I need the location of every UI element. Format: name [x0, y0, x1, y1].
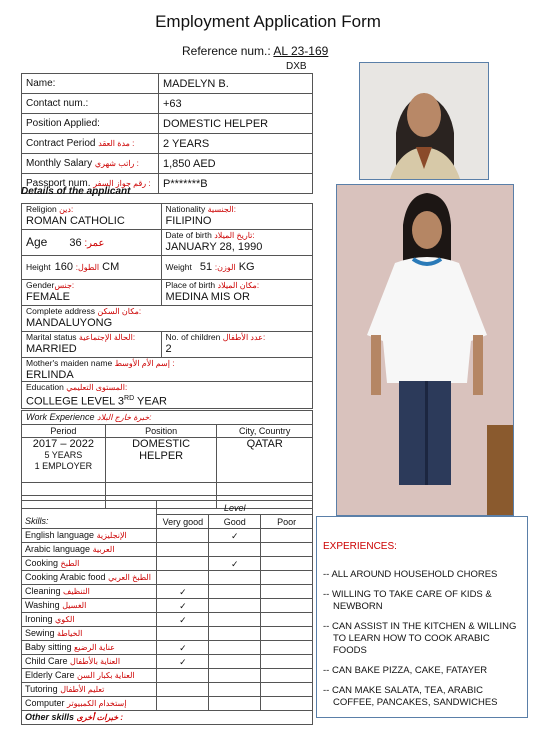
skill-empty-cell [261, 543, 313, 557]
skill-name-cell [22, 655, 157, 669]
work-employer: 1 EMPLOYER [34, 461, 93, 471]
work-position: DOMESTIC HELPER [105, 438, 217, 483]
skill-empty-cell [209, 655, 261, 669]
skill-empty-cell [261, 557, 313, 571]
work-period-cell [22, 438, 106, 483]
age-cell [22, 230, 162, 256]
weight-value: 51 KG [199, 261, 255, 273]
skill-empty-cell [209, 641, 261, 655]
skill-empty-cell [209, 683, 261, 697]
nationality-cell [161, 204, 312, 230]
skill-name: Washing [25, 600, 60, 610]
skill-name-ar: الغسيل [62, 601, 87, 610]
mother-ar: إسم الأم الأوسط : [114, 359, 175, 368]
skill-name: Cleaning [25, 586, 61, 596]
education-cell [22, 382, 313, 409]
page-title: Employment Application Form [155, 12, 381, 31]
skills-table [21, 500, 313, 725]
other-skills-label: Other skills [25, 712, 75, 722]
skill-name-ar: العربية [92, 545, 115, 554]
skill-name-ar: إستخدام الكمبيوتر [67, 699, 127, 708]
marital-ar: الحالة الإجتماعية: [78, 333, 136, 342]
skill-name-ar: العناية بكبار السن [77, 671, 135, 680]
skill-name: Baby sitting [25, 642, 72, 652]
work-experience-title-ar: خبرة خارج البلاد: [97, 413, 152, 422]
work-experience-table [21, 410, 313, 509]
skill-empty-cell [261, 697, 313, 711]
education-ar: المستوى التعليمي: [66, 383, 128, 392]
skill-name: Tutoring [25, 684, 58, 694]
gender-cell [22, 280, 162, 306]
children-ar: عدد الأطفال: [222, 333, 266, 342]
skill-name-cell [22, 571, 157, 585]
height-cell [22, 256, 162, 280]
pob-cell [161, 280, 312, 306]
marital-label: Marital status [26, 332, 77, 342]
skill-empty-cell [209, 613, 261, 627]
skill-name-ar: العناية بالأطفال [70, 657, 121, 666]
dob-cell [161, 230, 312, 256]
skill-name: Child Care [25, 656, 68, 666]
address-ar: مكان السكن: [97, 307, 142, 316]
skill-empty-cell [261, 613, 313, 627]
education-sup: RD [124, 395, 135, 402]
skill-row [22, 655, 313, 669]
height-ar: الطول: [75, 263, 100, 272]
skill-name-ar: تعليم الأطفال [60, 685, 105, 694]
education-tail: YEAR [134, 395, 167, 408]
skill-name: English language [25, 530, 95, 540]
basic-info-row [22, 154, 313, 174]
full-body-image [337, 185, 513, 515]
skill-row [22, 557, 313, 571]
mother-value: ERLINDA [26, 369, 74, 381]
age-ar: عمر: [84, 237, 105, 249]
skill-empty-cell [209, 669, 261, 683]
dob-ar: تاريخ الميلاد: [214, 231, 255, 240]
skill-empty-cell [261, 585, 313, 599]
skill-check-mark: ✓ [157, 655, 209, 669]
other-skills-ar: خبرات أخرى : [76, 713, 124, 722]
experience-item: -- ALL AROUND HOUSEHOLD CHORES [323, 569, 498, 580]
marital-value: MARRIED [26, 343, 77, 355]
basic-value: 1,850 AED [159, 154, 313, 174]
skill-name-cell [22, 529, 157, 543]
experience-item: -- CAN MAKE SALATA, TEA, ARABIC COFFEE, PANCAKES, SANDWICHES [323, 685, 498, 708]
experiences-title: EXPERIENCES: [323, 541, 397, 552]
experience-item: -- WILLING TO TAKE CARE OF KIDS & NEWBORN [323, 589, 492, 612]
religion-label: Religion [26, 204, 57, 214]
skill-name: Cooking Arabic food [25, 572, 106, 582]
details-section-title: Details of the applicant [21, 186, 131, 197]
reference-value: AL 23-169 [273, 44, 329, 58]
skill-name-ar: الإنجليزية [96, 531, 127, 540]
work-header-cell: City, Country [217, 425, 313, 438]
basic-label-ar: راتب شهري : [94, 158, 139, 168]
marital-cell [22, 332, 162, 358]
experience-item: -- CAN BAKE PIZZA, CAKE, FATAYER [323, 665, 488, 676]
skill-empty-cell [261, 529, 313, 543]
skill-empty-cell [261, 683, 313, 697]
skill-name-cell [22, 543, 157, 557]
skill-empty-cell [157, 529, 209, 543]
skill-empty-cell [261, 641, 313, 655]
skill-name-ar: الطبخ العربي [108, 573, 151, 582]
age-label: Age [26, 234, 48, 249]
skill-row [22, 641, 313, 655]
dob-label: Date of birth [165, 230, 212, 240]
basic-info-row [22, 74, 313, 94]
skill-row [22, 669, 313, 683]
address-value: MANDALUYONG [26, 317, 113, 329]
skill-row [22, 683, 313, 697]
basic-label-cell [22, 134, 159, 154]
basic-label: Monthly Salary [26, 157, 93, 169]
skill-empty-cell [261, 599, 313, 613]
skill-empty-cell [209, 543, 261, 557]
mother-cell [22, 358, 313, 382]
work-period: 2017 – 2022 [32, 438, 94, 450]
basic-value: P*******B [159, 174, 313, 194]
basic-value: MADELYN B. [159, 74, 313, 94]
skill-empty-cell [261, 669, 313, 683]
skill-row [22, 529, 313, 543]
skill-name: Computer [25, 698, 65, 708]
children-label: No. of children [165, 332, 221, 342]
skill-empty-cell [209, 599, 261, 613]
work-header-cell: Period [22, 425, 106, 438]
skill-name-cell [22, 627, 157, 641]
skill-empty-cell [209, 571, 261, 585]
weight-label: Weight [165, 262, 192, 272]
basic-label: Passport num. [26, 177, 91, 189]
skill-row [22, 627, 313, 641]
skill-name: Arabic language [25, 544, 91, 554]
height-value: 160 CM [54, 261, 120, 273]
nationality-value: FILIPINO [165, 215, 212, 227]
skill-empty-cell [261, 627, 313, 641]
religion-ar: دين: [59, 205, 74, 214]
skill-empty-cell [261, 655, 313, 669]
experiences-box [316, 516, 528, 718]
pob-value: MEDINA MIS OR [165, 291, 250, 303]
pob-ar: مكان الميلاد: [217, 281, 260, 290]
skill-name-ar: عناية الرضيع [74, 643, 115, 652]
experience-item: -- CAN ASSIST IN THE KITCHEN & WILLING TO LEARN HOW TO COOK ARABIC FOODS [323, 621, 517, 656]
skill-check-mark: ✓ [157, 599, 209, 613]
skill-name-cell [22, 585, 157, 599]
address-cell [22, 306, 313, 332]
skill-empty-cell [157, 627, 209, 641]
basic-label: Contract Period [26, 137, 96, 149]
other-skills-cell [22, 711, 313, 725]
skill-name-cell [22, 697, 157, 711]
level-header: Level [157, 501, 313, 515]
skill-name-cell [22, 683, 157, 697]
work-city: QATAR [217, 438, 313, 483]
basic-info-row [22, 134, 313, 154]
basic-info-row [22, 94, 313, 114]
skill-empty-cell [209, 697, 261, 711]
basic-label-cell [22, 74, 159, 94]
education-label: Education [26, 382, 64, 392]
children-cell [161, 332, 312, 358]
skill-name-ar: الكوي [55, 615, 75, 624]
skill-name: Ironing [25, 614, 53, 624]
skills-title: Skills: [22, 515, 157, 529]
skill-check-mark: ✓ [157, 613, 209, 627]
skill-empty-cell [209, 627, 261, 641]
gender-ar: جنس: [54, 281, 75, 290]
skill-row [22, 585, 313, 599]
skill-empty-cell [157, 683, 209, 697]
gender-value: FEMALE [26, 291, 71, 303]
skill-row [22, 543, 313, 557]
pob-label: Place of birth [165, 280, 216, 290]
basic-label-cell [22, 94, 159, 114]
gender-label: Gender [26, 280, 55, 290]
experiences-list [323, 569, 521, 717]
skill-empty-cell [157, 571, 209, 585]
basic-label-ar: مدة العقد : [98, 138, 135, 148]
weight-ar: الوزن: [214, 263, 236, 272]
location-code: DXB [286, 61, 307, 72]
basic-label: Position Applied: [26, 117, 100, 129]
dob-value: JANUARY 28, 1990 [165, 241, 263, 253]
basic-label-ar: رقم جواز السفر : [93, 178, 151, 188]
address-label: Complete address [26, 306, 95, 316]
work-header-cell: Position [105, 425, 217, 438]
age-value: 36 [69, 236, 82, 249]
skill-name: Elderly Care [25, 670, 75, 680]
skill-empty-cell [157, 543, 209, 557]
reference-number [182, 44, 328, 58]
headshot-image [360, 63, 488, 179]
skill-name-cell [22, 599, 157, 613]
skill-empty-cell [157, 697, 209, 711]
reference-label: Reference num.: [182, 44, 271, 58]
skill-row [22, 571, 313, 585]
basic-value: +63 [159, 94, 313, 114]
full-body-photo [336, 184, 514, 516]
skill-name: Sewing [25, 628, 55, 638]
education-value: COLLEGE LEVEL 3 [26, 395, 125, 408]
basic-label: Name: [26, 77, 56, 89]
mother-label: Mother's maiden name [26, 358, 113, 368]
skill-check-mark: ✓ [157, 585, 209, 599]
work-experience-title-cell [22, 411, 313, 425]
skill-empty-cell [157, 557, 209, 571]
height-label: Height [26, 262, 51, 272]
basic-label-cell [22, 114, 159, 134]
skill-row [22, 599, 313, 613]
skill-name-cell [22, 641, 157, 655]
skill-name-ar: التنظيف [63, 587, 90, 596]
weight-cell [161, 256, 312, 280]
details-table [21, 203, 313, 409]
skill-name-cell [22, 613, 157, 627]
headshot-photo [359, 62, 489, 180]
religion-value: ROMAN CATHOLIC [26, 215, 125, 227]
children-value: 2 [165, 343, 172, 355]
skill-check-mark: ✓ [209, 529, 261, 543]
skill-check-mark: ✓ [209, 557, 261, 571]
basic-info-table [21, 73, 313, 194]
skill-name-cell [22, 557, 157, 571]
religion-cell [22, 204, 162, 230]
skill-empty-cell [261, 571, 313, 585]
skill-empty-cell [157, 669, 209, 683]
skill-empty-cell [209, 585, 261, 599]
skill-check-mark: ✓ [157, 641, 209, 655]
work-experience-title: Work Experience [26, 412, 95, 422]
skill-name: Cooking [25, 558, 59, 568]
basic-value: DOMESTIC HELPER [159, 114, 313, 134]
nationality-label: Nationality [165, 204, 206, 214]
basic-label-cell [22, 154, 159, 174]
skill-row [22, 613, 313, 627]
skill-level-column-header: Good [209, 515, 261, 529]
basic-value: 2 YEARS [159, 134, 313, 154]
work-years: 5 YEARS [44, 450, 83, 460]
basic-label: Contact num.: [26, 97, 89, 109]
work-row [22, 438, 313, 483]
skill-name-cell [22, 669, 157, 683]
skill-level-column-header: Very good [157, 515, 209, 529]
nationality-ar: الجنسية: [207, 205, 236, 214]
skill-row [22, 697, 313, 711]
skill-name-ar: الخياطة [57, 629, 83, 638]
skill-name-ar: الطبخ [60, 559, 80, 568]
skill-level-column-header: Poor [261, 515, 313, 529]
basic-info-row [22, 114, 313, 134]
